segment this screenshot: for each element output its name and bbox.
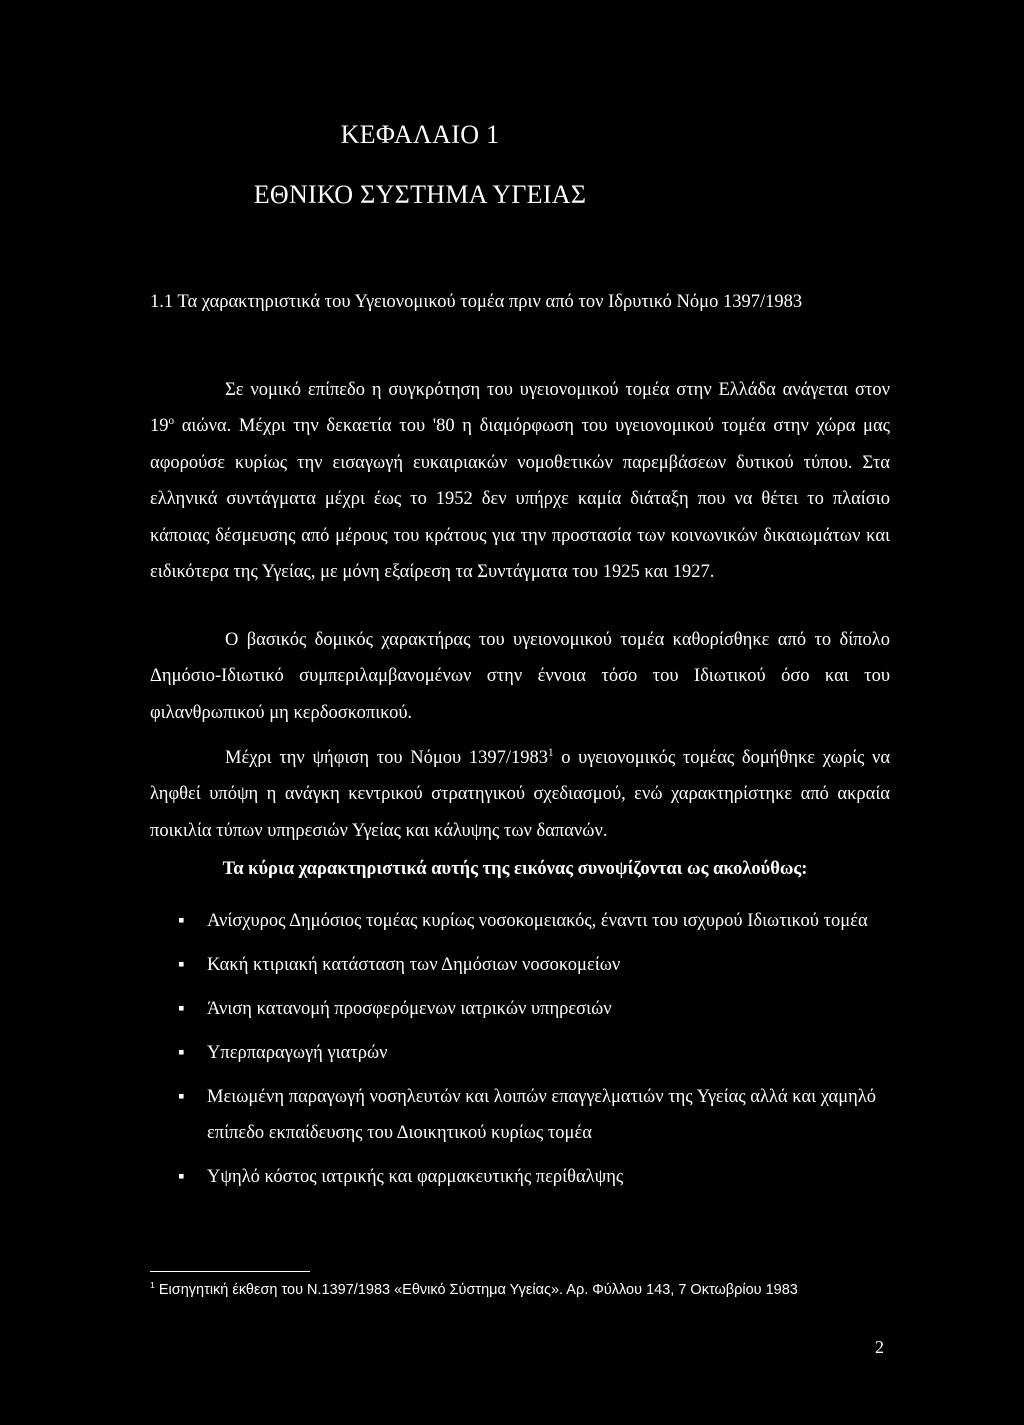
paragraph-1-text-b: αιώνα. Μέχρι την δεκαετία του '80 η διαμόρφωση του υγειονομικού τομέα στην χώρα μας αφορούσε κυρίως την εισαγωγή ευκαιριακών νομοθετικών παρεμβάσεων δυτικού τύπου. Στα ελληνικά συντάγματα μέχρι έως το 1952 δεν υπήρχε καμία διάταξη που να θέτει το πλαίσιο κάποιας δέσμευσης από μέρους του κράτους για την προστασία των κοινωνικών δικαιωμάτων και ειδικότερα της Υγείας, με μόνη εξαίρεση τα Συντάγματα του 1925 και 1927. [150, 416, 890, 583]
section-heading: 1.1 Τα χαρακτηριστικά του Υγειονομικού τομέα πριν από τον Ιδρυτικό Νόμο 1397/1983 [150, 292, 803, 312]
paragraph-2: Ο βασικός δομικός χαρακτήρας του υγειονομικού τομέα καθορίσθηκε από το δίπολο Δημόσιο-Ιδιωτικό συμπεριλαμβανομένων στην έννοια τόσο του Ιδιωτικού όσο και του φιλανθρωπικού μη κερδοσκοπικού. [150, 630, 890, 723]
list-item [150, 1159, 890, 1195]
list-item [150, 1079, 890, 1151]
bullet-icon: ▪ [178, 911, 185, 931]
footnote [150, 1280, 910, 1300]
list-item [150, 991, 890, 1027]
list-item [150, 1035, 890, 1071]
bullet-icon: ▪ [178, 1087, 185, 1107]
list-item-text: Κακή κτιριακή κατάσταση των Δημόσιων νοσοκομείων [207, 955, 621, 975]
chapter-title: ΕΘΝΙΚΟ ΣΥΣΤΗΜΑ ΥΓΕΙΑΣ [253, 180, 587, 209]
bullet-icon: ▪ [178, 1043, 185, 1063]
list-item-text: Υψηλό κόστος ιατρικής και φαρμακευτικής περίθαλψης [207, 1167, 624, 1187]
century-superscript: ο [168, 415, 175, 428]
list-item [150, 947, 890, 983]
list-item-text: Άνιση κατανομή προσφερόμενων ιατρικών υπηρεσιών [207, 999, 612, 1019]
bullet-icon: ▪ [178, 1167, 185, 1187]
list-item-text: Υπερπαραγωγή γιατρών [207, 1043, 388, 1063]
paragraph-1-text-a: Σε νομικό επίπεδο η συγκρότηση του υγειονομικού τομέα στην Ελλάδα ανάγεται στον 19 [150, 380, 890, 437]
bullet-icon: ▪ [178, 955, 185, 975]
bullet-icon: ▪ [178, 999, 185, 1019]
footnote-text: Εισηγητική έκθεση του Ν.1397/1983 «Εθνικό Σύστημα Υγείας». Αρ. Φύλλου 143, 7 Οκτωβρίου 1983 [154, 1282, 798, 1298]
paragraph-3-text-a: Μέχρι την ψήφιση του Νόμου 1397/1983 [225, 748, 548, 768]
bold-summary-lead: Τα κύρια χαρακτηριστικά αυτής της εικόνας συνοψίζονται ως ακολούθως: [222, 859, 808, 879]
characteristics-list [150, 903, 890, 1203]
footnote-divider [150, 1271, 310, 1272]
page-number: 2 [875, 1337, 884, 1357]
list-item [150, 903, 890, 939]
footnote-reference: 1 [547, 746, 554, 759]
paragraph-3 [150, 740, 890, 849]
paragraph-1 [150, 372, 890, 590]
paragraph-3-text-b: ο υγειονομικός τομέας δομήθηκε χωρίς να ληφθεί υπόψη η ανάγκη κεντρικού στρατηγικού σχεδιασμού, ενώ χαρακτηρίστηκε από ακραία ποικιλία τύπων υπηρεσιών Υγείας και κάλυψης των δαπανών. [150, 748, 891, 841]
list-item-text: Ανίσχυρος Δημόσιος τομέας κυρίως νοσοκομειακός, έναντι του ισχυρού Ιδιωτικού τομέα [207, 911, 868, 931]
chapter-heading: ΚΕΦΑΛΑΙΟ 1 [340, 120, 500, 149]
footnote-number: 1 [150, 1280, 155, 1291]
list-item-text: Μειωμένη παραγωγή νοσηλευτών και λοιπών επαγγελματιών της Υγείας αλλά και χαμηλό επίπεδο εκπαίδευσης του Διοικητικού κυρίως τομέα [207, 1087, 877, 1143]
